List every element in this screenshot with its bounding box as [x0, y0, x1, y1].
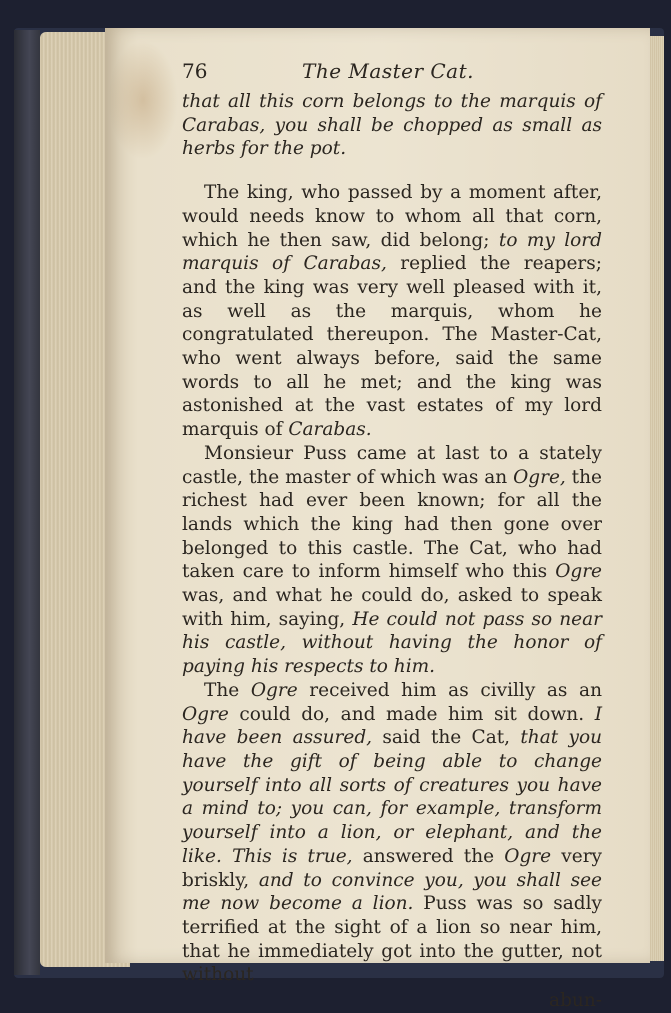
italic-text: and to convince you, you shall see me now become a lion. — [182, 869, 602, 915]
running-head: The Master Cat. — [302, 59, 474, 83]
italic-text: Ogre, — [513, 466, 566, 488]
italic-text: This is true, — [232, 845, 353, 867]
text-run: the richest had ever been known; for all the lands which the king had then gone over belonged to this castle. The Cat, who had taken care to inform himself who this — [182, 466, 602, 583]
italic-text: Ogre — [250, 679, 298, 701]
text-run: received him as civilly as an — [297, 679, 602, 701]
page-header — [182, 58, 602, 84]
text-run: Puss was so sadly terrified at the sight of a lion so near him, that he immediately got into the gutter, not without — [182, 893, 602, 986]
book-spine — [14, 30, 40, 975]
paragraph — [182, 679, 602, 987]
catchword: abun- — [549, 990, 602, 1012]
text-run: Monsieur Puss came at last to a stately castle, the master of which was an — [182, 442, 602, 488]
body-text — [182, 90, 602, 987]
text-run: replied the reapers; and the king was very well pleased with it, as well as the marquis, whom he congratulated thereupon. The Master-Cat, who went always before, said the same words to all he met; and the king was astonished at the vast estates of my lord marquis of — [182, 253, 602, 441]
italic-text: Ogre — [504, 845, 552, 867]
right-page-edges — [650, 36, 664, 961]
italic-text: to my lord marquis of Carabas, — [182, 229, 602, 275]
italic-text: Ogre — [182, 703, 229, 725]
paragraph — [182, 442, 602, 679]
paragraph — [182, 90, 602, 161]
text-run: answered the — [352, 845, 505, 867]
page-text — [182, 58, 602, 1013]
italic-text: I have been assured, — [182, 703, 602, 749]
italic-text: Carabas. — [288, 419, 372, 441]
italic-text: Ogre — [555, 561, 602, 583]
text-run: The — [204, 679, 251, 701]
text-run — [222, 846, 232, 867]
text-run: said the Cat, — [372, 727, 521, 749]
paragraph — [182, 181, 602, 442]
italic-text: that all this corn belongs to the marquis of Carabas, you shall be chopped as small as herbs for the pot. — [182, 91, 602, 160]
italic-text: that you have the gift of being able to change yourself into all sorts of creatures you have a mind to; you can, for example, transform yourself into a lion, or elephant, and the like. — [182, 727, 602, 867]
page-stain — [108, 40, 178, 160]
text-run: was, and what he could do, asked to speak with him, saying, — [182, 585, 602, 630]
italic-text: He could not pass so near his castle, without having the honor of paying his respects to him. — [182, 608, 602, 678]
text-run: very briskly, — [182, 845, 602, 891]
page-number: 76 — [182, 59, 208, 83]
text-run: The king, who passed by a moment after, would needs know to whom all that corn, which he then saw, did belong; — [182, 182, 602, 251]
text-run: could do, and made him sit down. — [228, 703, 595, 725]
